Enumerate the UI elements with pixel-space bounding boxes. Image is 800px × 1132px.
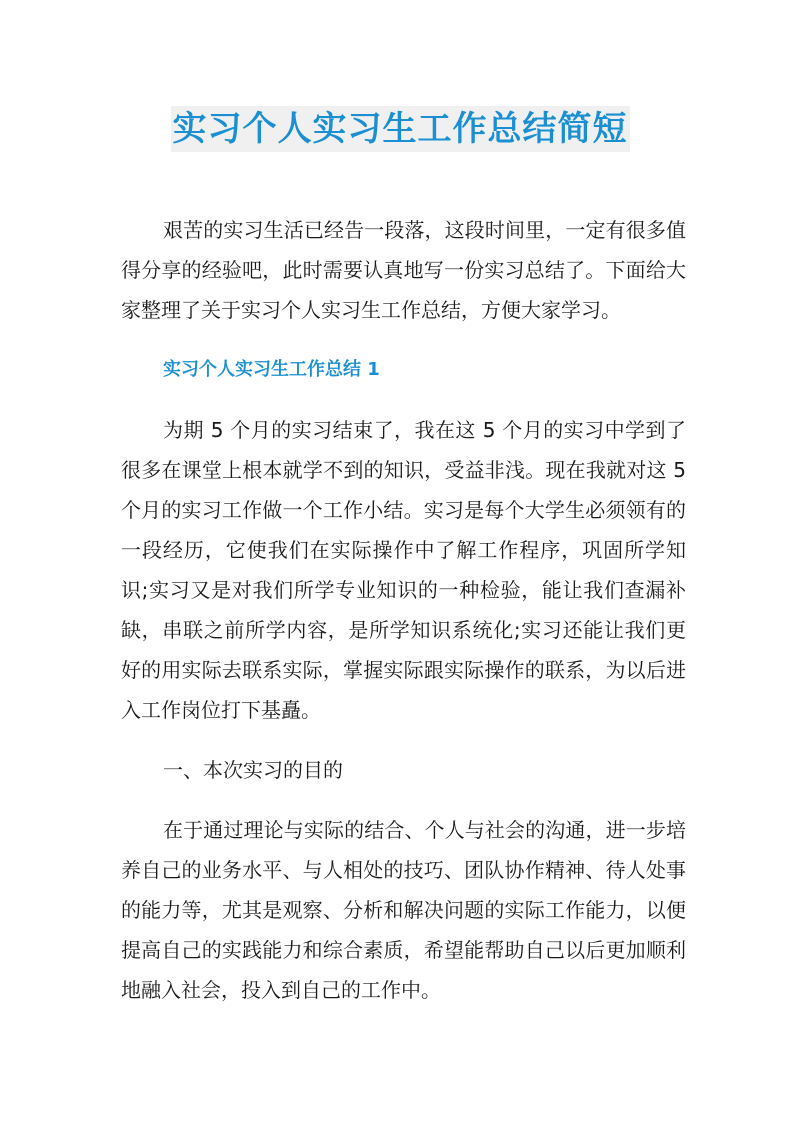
subheading-summary-1: 实习个人实习生工作总结 1 — [163, 359, 380, 380]
summary-1-paragraph: 为期 5 个月的实习结束了，我在这 5 个月的实习中学到了很多在课堂上根本就学不到的知识，受益非浅。现在我就对这 5 个月的实习工作做一个工作小结。实习是每个大学生必须领有的一段经历，它使我们在实际操作中了解工作程序，巩固所学知识;实习又是对我们所学专业知识的一种检验，能让我们查漏补缺，串联之前所学内容，是所学知识系统化;实习还能让我们更好的用实际去联系实际，掌握实际跟实际操作的联系，为以后进入工作岗位打下基矗。 — [121, 418, 686, 722]
section-1-heading: 一、本次实习的目的 — [163, 758, 343, 782]
document-body — [121, 210, 686, 1030]
section-1-paragraph: 在于通过理论与实际的结合、个人与社会的沟通，进一步培养自己的业务水平、与人相处的技巧、团队协作精神、待人处事的能力等，尤其是观察、分析和解决问题的实际工作能力，以便提高自己的实践能力和综合素质，希望能帮助自己以后更加顺利地融入社会，投入到自己的工作中。 — [121, 818, 686, 1002]
document-title: 实习个人实习生工作总结简短 — [171, 106, 630, 152]
intro-paragraph: 艰苦的实习生活已经告一段落，这段时间里，一定有很多值得分享的经验吧，此时需要认真地写一份实习总结了。下面给大家整理了关于实习个人实习生工作总结，方便大家学习。 — [121, 218, 686, 322]
title-container — [0, 106, 800, 152]
